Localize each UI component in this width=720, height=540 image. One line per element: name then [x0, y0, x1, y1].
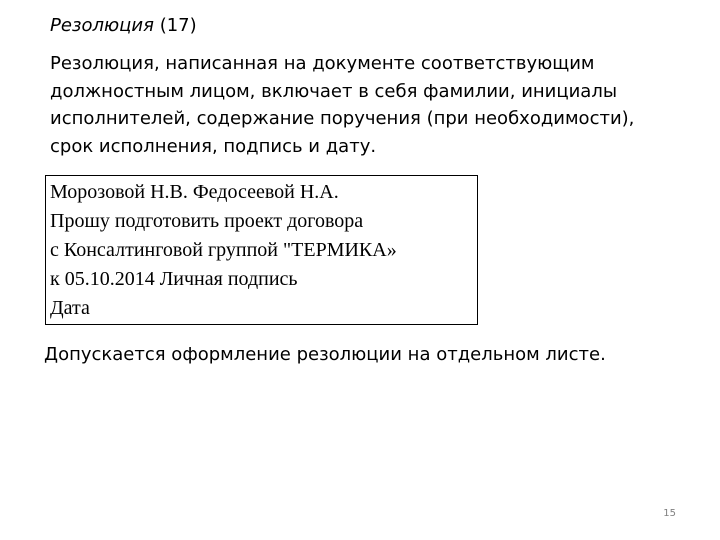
intro-line: исполнителей, содержание поручения (при необходимости), — [50, 108, 635, 129]
example-line-executors: Морозовой Н.В. Федосеевой Н.А. — [50, 181, 339, 203]
example-line-deadline-signature: к 05.10.2014 Личная подпись — [50, 268, 298, 290]
example-line-instruction: Прошу подготовить проект договора — [50, 210, 364, 232]
intro-line: Резолюция, написанная на документе соответствующим — [50, 53, 595, 74]
slide-heading — [50, 14, 197, 38]
example-line-counterparty: с Консалтинговой группой "ТЕРМИКА» — [50, 239, 397, 261]
intro-paragraph — [50, 50, 700, 160]
page-number: 15 — [663, 508, 676, 519]
resolution-example-box — [45, 175, 478, 325]
note-text: Допускается оформление резолюции на отдельном листе. — [44, 344, 606, 365]
intro-line: должностным лицом, включает в себя фамилии, инициалы — [50, 80, 618, 102]
heading-number: (17) — [159, 15, 197, 36]
intro-line: срок исполнения, подпись и дату. — [50, 135, 377, 157]
example-line-date: Дата — [50, 297, 90, 319]
heading-title: Резолюция — [50, 15, 154, 36]
